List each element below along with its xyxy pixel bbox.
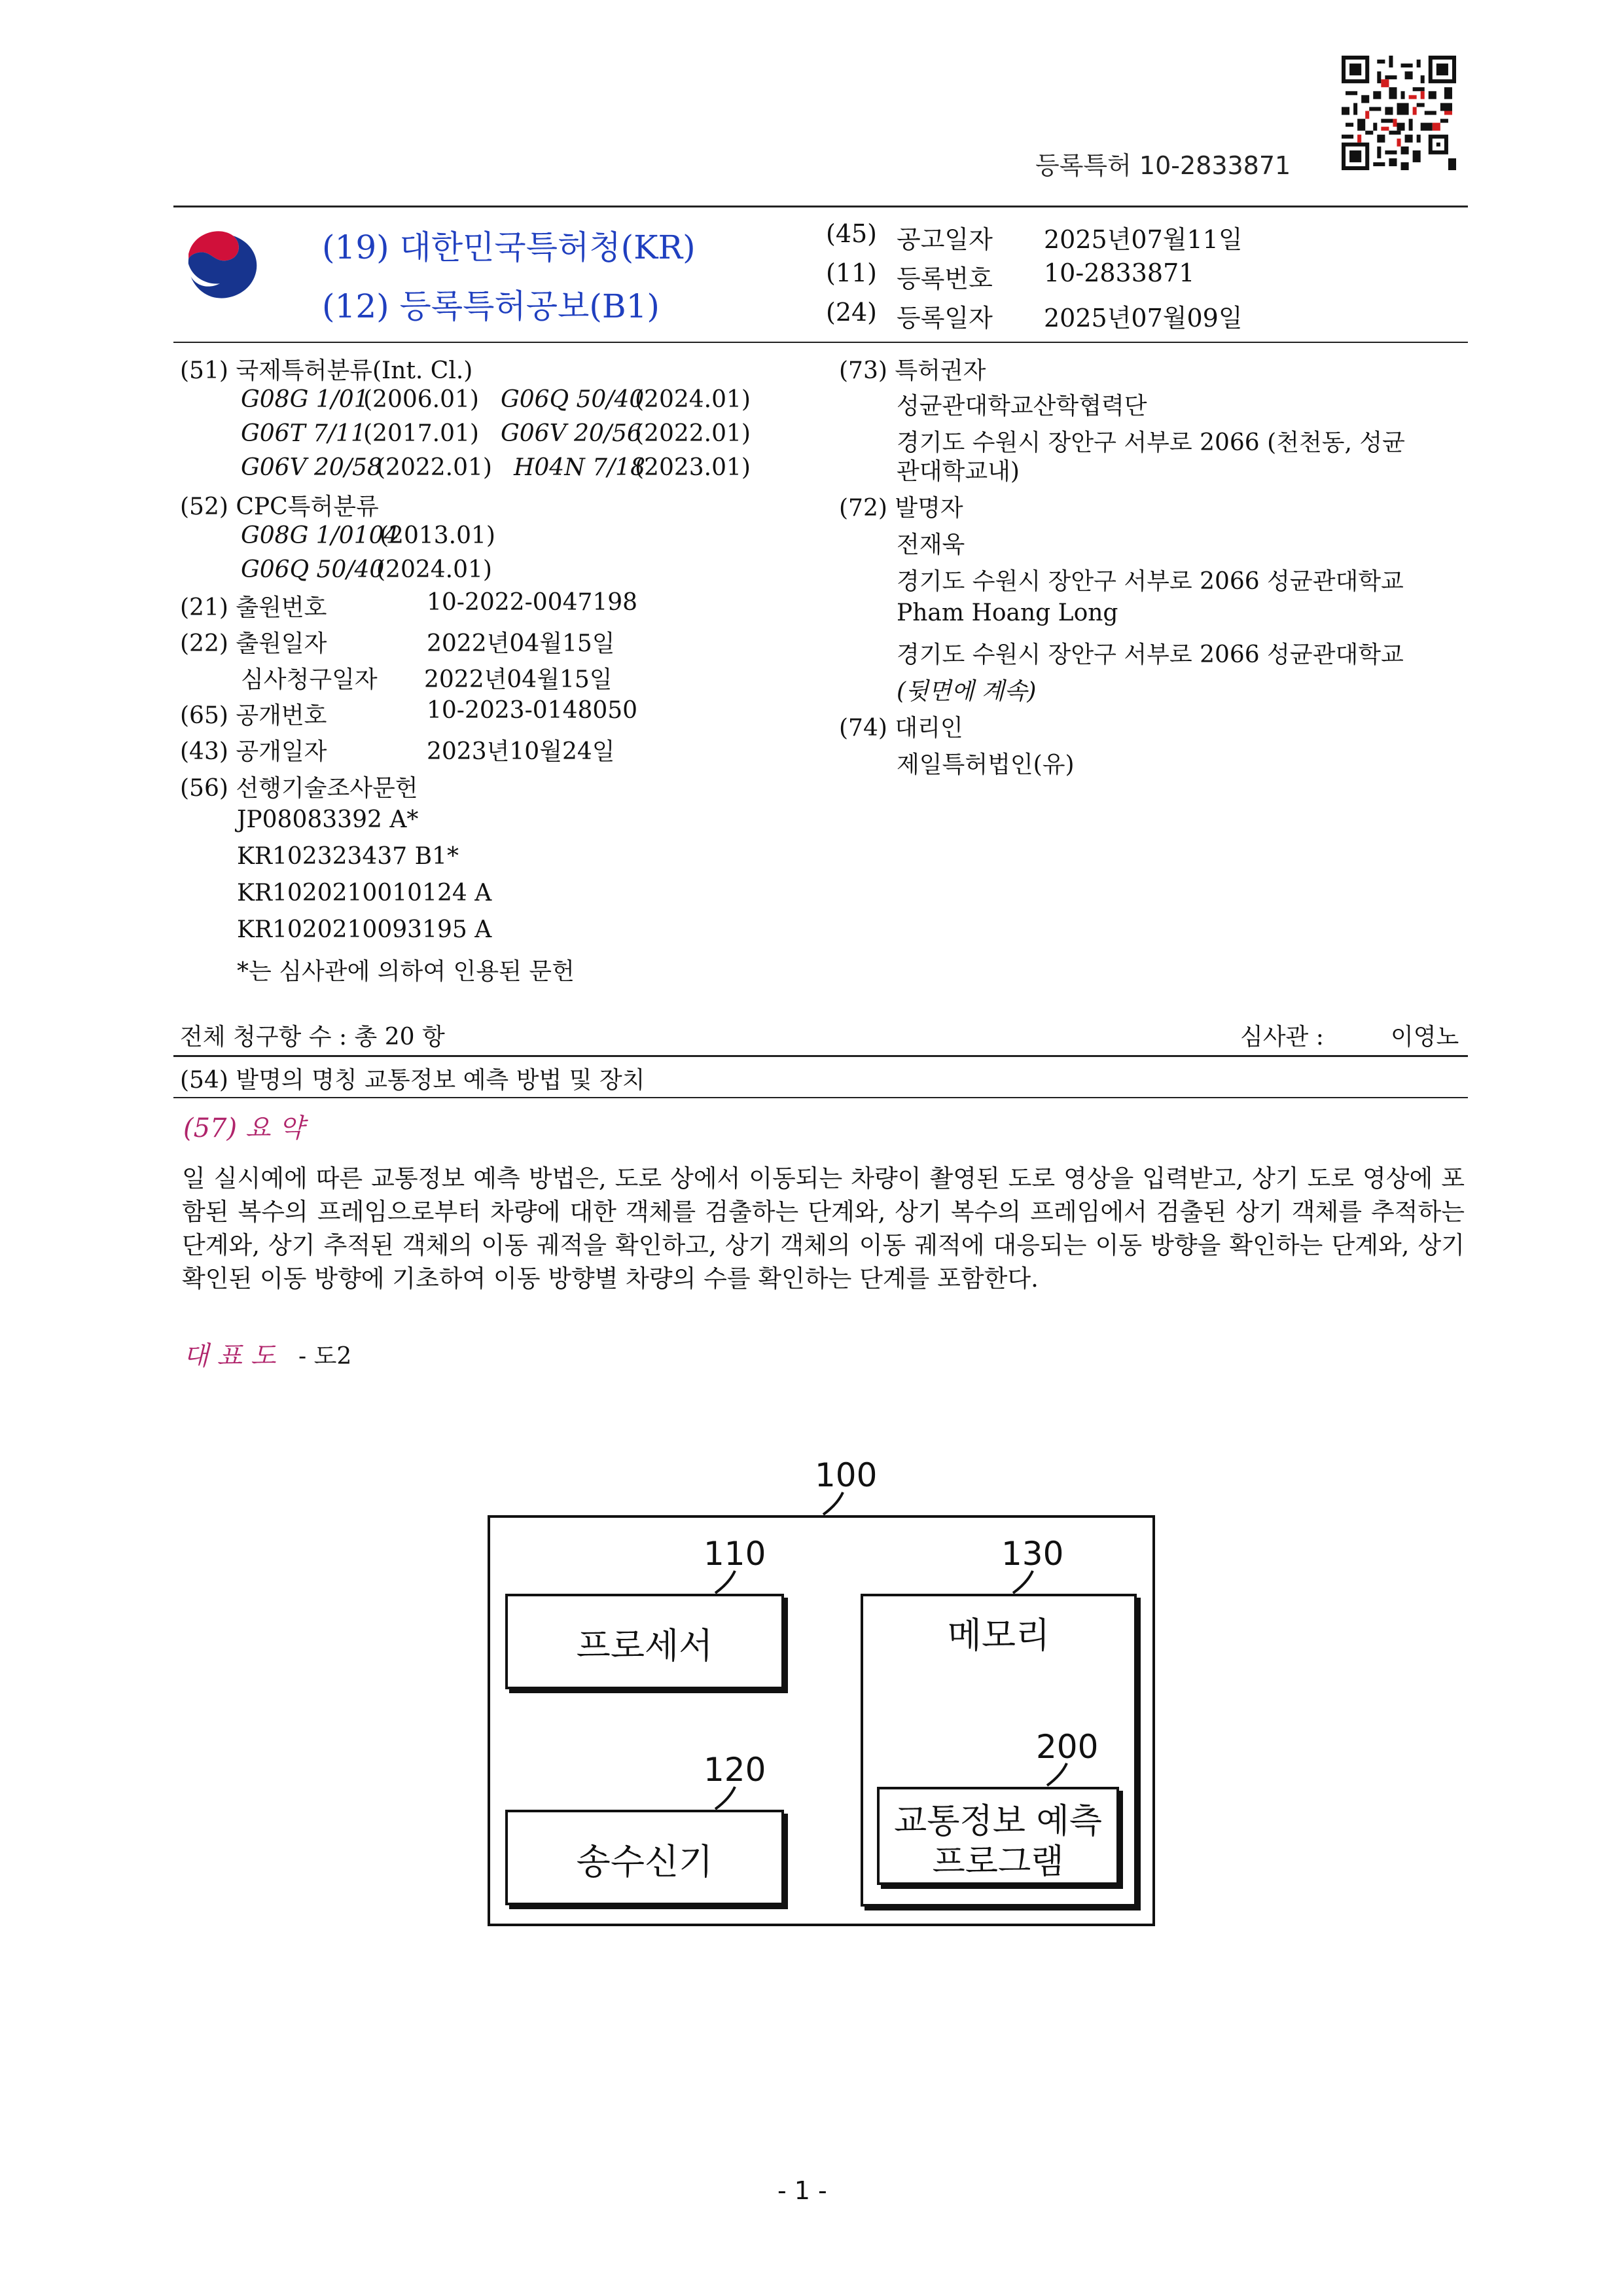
total-claims: 전체 청구항 수 : 총 20 항 — [180, 1024, 445, 1050]
leader-line — [1042, 1762, 1081, 1788]
processor-label: 프로세서 — [576, 1625, 713, 1666]
cpc-code: G06Q 50/40 — [241, 556, 385, 583]
pub-label: 공고일자 — [897, 225, 993, 254]
pub-label: 등록번호 — [897, 264, 993, 293]
field-value: 2022년04월15일 — [424, 666, 613, 693]
owner-address: 경기도 수원시 장안구 서부로 2066 (천천동, 성균 — [897, 429, 1405, 456]
prior-art-item: KR1020210010124 A — [237, 880, 492, 906]
ipc-year: (2022.01) — [376, 454, 492, 481]
ipc-year: (2024.01) — [635, 386, 751, 413]
cpc-code: G08G 1/0104 — [241, 522, 399, 549]
owner-address: 관대학교내) — [897, 458, 1020, 485]
inventor-address: 경기도 수원시 장안구 서부로 2066 성균관대학교 — [897, 641, 1404, 668]
field-value: 2022년04월15일 — [427, 630, 615, 657]
ipc-title: (51) 국제특허분류(Int. Cl.) — [180, 357, 473, 384]
field-value: 10-2022-0047198 — [427, 589, 638, 616]
ipc-year: (2006.01) — [363, 386, 479, 413]
program-label-line1: 교통정보 예측 — [894, 1802, 1102, 1841]
prior-art-item: KR1020210093195 A — [237, 916, 492, 943]
ipc-code: H04N 7/18 — [514, 454, 645, 481]
ipc-code: G06T 7/11 — [241, 420, 366, 447]
owner-title: (73) 특허권자 — [839, 357, 986, 384]
field-value: 10-2023-0148050 — [427, 697, 638, 724]
prior-art-item: JP08083392 A* — [237, 806, 419, 833]
processor-ref-label: 110 — [704, 1535, 766, 1573]
publication-type: (12) 등록특허공보(B1) — [322, 287, 660, 325]
field-value: 2023년10월24일 — [427, 738, 615, 765]
leader-line — [710, 1570, 749, 1596]
ipc-year: (2022.01) — [635, 420, 751, 447]
agent-name: 제일특허법인(유) — [897, 751, 1075, 778]
leader-line — [818, 1491, 857, 1517]
pub-code: (45) — [826, 219, 878, 248]
field-label: (65) 공개번호 — [180, 702, 327, 729]
owner-name: 성균관대학교산학협력단 — [897, 393, 1147, 420]
inventor-name: Pham Hoang Long — [897, 600, 1118, 626]
field-label: (43) 공개일자 — [180, 738, 327, 765]
program-label-line2: 프로그램 — [932, 1842, 1064, 1882]
program-ref-label: 200 — [1036, 1728, 1099, 1766]
pub-label: 등록일자 — [897, 304, 993, 332]
pub-code: (11) — [826, 259, 878, 287]
registration-number-header: 등록특허 10-2833871 — [1035, 151, 1291, 180]
agent-title: (74) 대리인 — [839, 715, 963, 742]
outer-ref-label: 100 — [815, 1456, 878, 1494]
memory-label: 메모리 — [947, 1615, 1050, 1656]
qr-code-icon — [1342, 56, 1456, 170]
divider — [173, 1097, 1468, 1098]
ipc-year: (2017.01) — [363, 420, 479, 447]
leader-line — [710, 1785, 749, 1812]
invention-title: (54) 발명의 명칭 교통정보 예측 방법 및 장치 — [180, 1067, 645, 1094]
pub-value: 2025년07월11일 — [1044, 225, 1243, 254]
representative-figure-value: - 도2 — [298, 1343, 352, 1370]
field-label: (22) 출원일자 — [180, 630, 327, 657]
leader-line — [1008, 1570, 1047, 1596]
cpc-year: (2013.01) — [380, 522, 495, 549]
ipc-year: (2023.01) — [635, 454, 751, 481]
transceiver-ref-label: 120 — [704, 1751, 766, 1789]
inventor-name: 전재욱 — [897, 531, 965, 558]
pub-value: 10-2833871 — [1044, 259, 1195, 287]
pub-value: 2025년07월09일 — [1044, 304, 1243, 332]
abstract-heading: (57) 요 약 — [183, 1113, 304, 1143]
divider — [173, 342, 1468, 343]
prior-art-title: (56) 선행기술조사문헌 — [180, 775, 418, 802]
inventor-address: 경기도 수원시 장안구 서부로 2066 성균관대학교 — [897, 568, 1404, 595]
field-label: 심사청구일자 — [241, 666, 378, 693]
ipc-code: G06V 20/58 — [241, 454, 382, 481]
page-number: - 1 - — [777, 2176, 827, 2205]
representative-figure-label: 대 표 도 — [183, 1341, 276, 1371]
ipc-code: G06V 20/56 — [501, 420, 642, 447]
abstract-text: 일 실시예에 따른 교통정보 예측 방법은, 도로 상에서 이동되는 차량이 촬영된 도로 영상을 입력받고, 상기 도로 영상에 포함된 복수의 프레임으로부터 차량에 대한 객체를 검출하는 단계와, 상기 복수의 프레임에서 검출된 상기 객체를 추적하는 단계와, 상기 추적된 객체의 이동 궤적을 확인하고, 상기 객체의 이동 궤적에 대응되는 이동 방향을 확인하는 단계와, 상기 확인된 이동 방향에 기초하여 이동 방향별 차량의 수를 확인하는 단계를 포함한다. — [182, 1164, 1465, 1293]
examiner-name: 이영노 — [1391, 1024, 1459, 1050]
prior-art-item: KR102323437 B1* — [237, 843, 459, 870]
divider — [173, 1055, 1468, 1057]
field-label: (21) 출원번호 — [180, 594, 327, 621]
prior-art-note: *는 심사관에 의하여 인용된 문헌 — [237, 958, 575, 985]
continued-note: (뒷면에 계속) — [897, 678, 1037, 705]
inventor-title: (72) 발명자 — [839, 495, 963, 522]
office-name: (19) 대한민국특허청(KR) — [322, 228, 696, 266]
kipo-emblem-icon — [182, 223, 264, 305]
pub-code: (24) — [826, 298, 878, 327]
divider — [173, 206, 1468, 207]
cpc-year: (2024.01) — [376, 556, 492, 583]
memory-ref-label: 130 — [1001, 1535, 1064, 1573]
transceiver-label: 송수신기 — [576, 1841, 713, 1882]
ipc-code: G06Q 50/40 — [501, 386, 645, 413]
examiner-label: 심사관 : — [1240, 1024, 1324, 1050]
cpc-title: (52) CPC특허분류 — [180, 493, 379, 520]
ipc-code: G08G 1/01 — [241, 386, 369, 413]
